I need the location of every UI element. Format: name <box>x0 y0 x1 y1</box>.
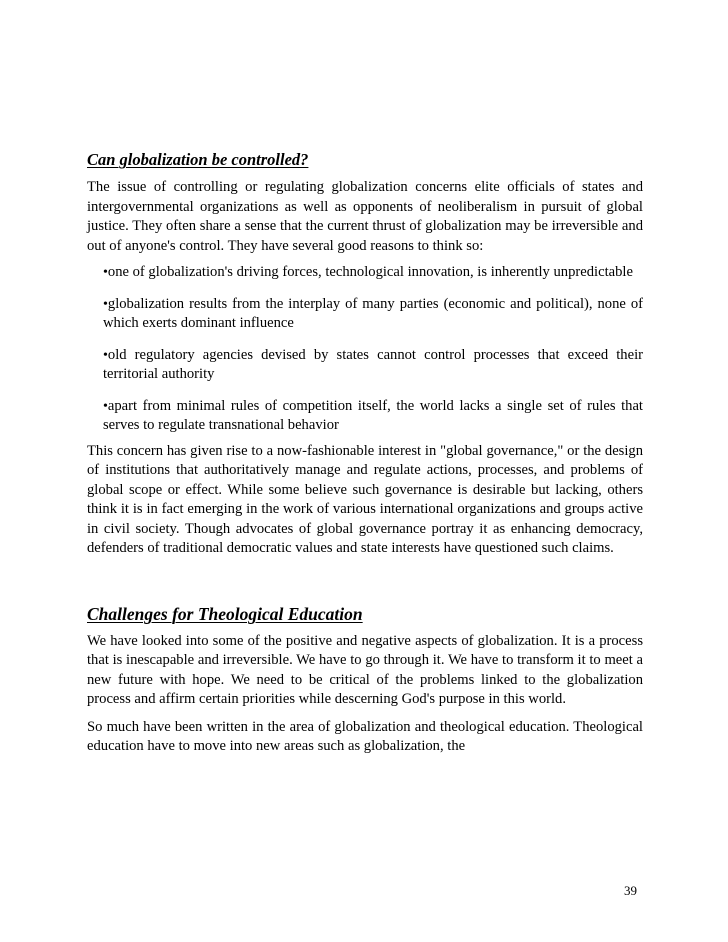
list-item-text: apart from minimal rules of competition itself, the world lacks a single set of rules that serves to regulate transnational behavior <box>103 397 643 433</box>
list-item <box>103 263 643 283</box>
bullet-icon: • <box>103 398 108 414</box>
challenges-paragraph: We have looked into some of the positive and negative aspects of globalization. It is a process that is inescapable and irreversible. We have to go through it. We have to transform it to meet a new future with hope. We need to be critical of the problems linked to the globalization process and affirm certain priorities while descerning God's purpose in this world. <box>87 632 643 707</box>
list-item <box>103 295 643 334</box>
continuation-paragraph: So much have been written in the area of globalization and theological education. Theological education have to move into new areas such as globalization, the <box>87 718 643 754</box>
list-item <box>103 397 643 436</box>
intro-paragraph: The issue of controlling or regulating globalization concerns elite officials of states and intergovernmental organizations as well as opponents of neoliberalism in pursuit of global justice. They often share a sense that the current thrust of globalization may be irreversible and out of anyone's control. They have several good reasons to think so: <box>87 179 643 254</box>
list-item-text: one of globalization's driving forces, technological innovation, is inherently unpredictable <box>107 264 633 280</box>
bullet-icon: • <box>103 265 108 280</box>
reasons-list <box>87 263 643 436</box>
bullet-icon: • <box>103 347 108 363</box>
section-heading-globalization-control: Can globalization be controlled? <box>87 150 309 169</box>
list-item <box>103 346 643 385</box>
section-heading-theological-education: Challenges for Theological Education <box>87 603 363 624</box>
bullet-icon: • <box>103 296 108 312</box>
list-item-text: globalization results from the interplay of many parties (economic and political), none of which exerts dominant influence <box>103 295 643 331</box>
governance-paragraph: This concern has given rise to a now-fashionable interest in "global governance," or the design of institutions that authoritatively manage and regulate actions, processes, and problems of global scope or effect. While some believe such governance is desirable but lacking, others think it is in fact emerging in the work of various international organizations and groups active in civil society. Though advocates of global governance portray it as enhancing democracy, defenders of traditional democratic values and state interests have questioned such claims. <box>87 442 643 556</box>
page-number: 39 <box>624 883 637 898</box>
list-item-text: old regulatory agencies devised by states cannot control processes that exceed their territorial authority <box>103 346 643 382</box>
document-page <box>87 150 643 757</box>
